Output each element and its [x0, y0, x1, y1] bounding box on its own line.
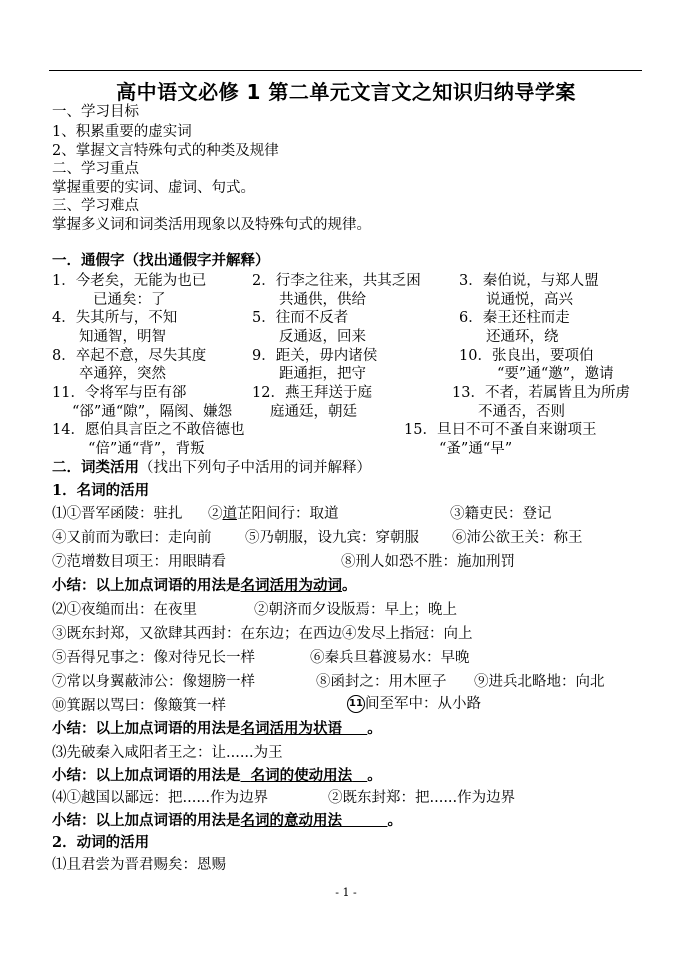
tongjia-answer: “要”通“邀”，邀请 — [497, 366, 614, 382]
example-item: ⑤吾得兄事之：像对待兄长一样 — [52, 650, 255, 666]
tongjia-answer: 反通返，回来 — [279, 329, 366, 345]
example-item: ③既东封郑，又欲肆其西封：在东边；在西边④发尽上指冠：向上 — [52, 626, 473, 642]
tongjia-item: 15．旦日不可不蚤自来谢项王 — [404, 422, 597, 438]
tongjia-answer: 庭通廷，朝廷 — [270, 404, 357, 420]
example-text: 间至军中：从小路 — [365, 696, 481, 712]
tongjia-item: 1．今老矣，无能为也已 — [52, 273, 207, 289]
verb-usage-heading: 2．动词的活用 — [52, 834, 150, 851]
example-item: ②既东封郑：把......作为边界 — [328, 790, 516, 806]
summary-prefix: 小结：以上加点词语的用法是 — [52, 812, 241, 829]
example-item: ⑴且君尝为晋君赐矣：恩赐 — [52, 857, 226, 873]
summary-prefix: 小结：以上加点词语的用法是 — [52, 767, 241, 784]
page-title: 高中语文必修 1 第二单元文言文之知识归纳导学案 — [116, 80, 576, 104]
example-item: ⑧函封之：用木匣子 — [316, 674, 447, 690]
tongjia-answer: 知通智，明智 — [79, 329, 166, 345]
objective-item: 2、掌握文言特殊句式的种类及规律 — [52, 143, 279, 159]
example-item: ⑦范增数目项王：用眼睛看 — [52, 554, 226, 570]
tongjia-answer: “蚤”通“早” — [439, 441, 513, 457]
tongjia-answer: 已通矣：了 — [93, 292, 166, 308]
summary-value-text: 名词的使动用法 — [250, 767, 353, 784]
tongjia-item: 10．张良出，要项伯 — [459, 348, 594, 364]
example-item: ⑷①越国以鄙远：把......作为边界 — [52, 790, 269, 806]
huoyong-heading-note: （找出下列句子中活用的词并解释） — [139, 460, 371, 476]
tongjia-answer: 卒通猝，突然 — [79, 366, 166, 382]
summary-prefix: 小结：以上加点词语的用法是 — [52, 720, 241, 737]
tongjia-item: 14．愿伯具言臣之不敢倍德也 — [52, 422, 245, 438]
noun-usage-heading: 1．名词的活用 — [52, 482, 150, 499]
example-item: ⑩箕踞以骂曰：像簸箕一样 — [52, 698, 226, 714]
example-text: 芷阳间行：取道 — [237, 506, 339, 522]
objective-item: 1、积累重要的虚实词 — [52, 124, 192, 140]
example-item: ⑥沛公欲王关：称王 — [452, 530, 583, 546]
example-item — [347, 692, 481, 713]
focus-body: 掌握重要的实词、虚词、句式。 — [52, 180, 255, 196]
section-difficulty-heading: 三、学习难点 — [52, 198, 139, 214]
tongjia-item: 5．往而不反者 — [252, 310, 349, 326]
underlined-word: 道 — [222, 506, 237, 522]
summary-value: 名词活用为动词 — [240, 577, 342, 594]
example-item: ④又前而为歌曰：走向前 — [52, 530, 212, 546]
example-item: ⑨进兵北略地：向北 — [474, 674, 605, 690]
example-item — [208, 502, 339, 523]
page-number: - 1 - — [335, 886, 357, 899]
section-objectives-heading: 一、学习目标 — [52, 104, 139, 120]
example-item: ⑵①夜缒而出：在夜里 — [52, 602, 197, 618]
tongjia-answer: 还通环，绕 — [486, 329, 559, 345]
tongjia-item: 2．行李之往来，共其乏困 — [252, 273, 421, 289]
summary-line — [52, 574, 357, 595]
example-item: ⑧刑人如恐不胜：施加刑罚 — [341, 554, 515, 570]
summary-suffix: 。 — [342, 577, 357, 594]
tongjia-answer: 距通拒，把守 — [279, 366, 366, 382]
tongjia-item: 12．燕王拜送于庭 — [252, 385, 372, 401]
tongjia-item: 9．距关，毋内诸侯 — [252, 348, 378, 364]
summary-line — [52, 764, 382, 785]
example-item: ⑴①晋军函陵：驻扎 — [52, 506, 183, 522]
summary-line — [52, 717, 382, 738]
summary-line — [52, 809, 402, 830]
summary-suffix: 。 — [367, 767, 382, 784]
tongjia-item: 4．失其所与，不知 — [52, 310, 178, 326]
tongjia-item: 11．令将军与臣有郤 — [52, 385, 187, 401]
summary-value — [241, 812, 388, 829]
example-item: ②朝济而夕设版焉：早上；晚上 — [254, 602, 457, 618]
example-item: ③籍吏民：登记 — [450, 506, 552, 522]
tongjia-answer: “倍”通“背”，背叛 — [88, 441, 205, 457]
example-item: ⑶先破秦入咸阳者王之：让......为王 — [52, 745, 283, 761]
summary-prefix: 小结：以上加点词语的用法是 — [52, 577, 241, 594]
tongjia-answer: 不通否，否则 — [478, 404, 565, 420]
huoyong-heading-title: 二．词类活用 — [52, 459, 139, 476]
example-number: ② — [208, 506, 223, 522]
summary-value — [241, 767, 368, 784]
tongjia-item: 3．秦伯说，与郑人盟 — [459, 273, 599, 289]
tongjia-item: 13．不者，若属皆且为所虏 — [452, 385, 630, 401]
header-rule — [49, 70, 642, 71]
summary-value-text: 名词的意动用法 — [240, 812, 342, 829]
example-item: ⑤乃朝服，设九宾：穿朝服 — [245, 530, 419, 546]
example-item: ⑥秦兵旦暮渡易水：早晚 — [310, 650, 470, 666]
example-item: ⑦常以身翼蔽沛公：像翅膀一样 — [52, 674, 255, 690]
tongjia-answer: 说通悦，高兴 — [486, 292, 573, 308]
tongjia-item: 8．卒起不意，尽失其度 — [52, 348, 207, 364]
summary-suffix: 。 — [387, 812, 402, 829]
difficulty-body: 掌握多义词和词类活用现象以及特殊句式的规律。 — [52, 217, 371, 233]
summary-suffix: 。 — [367, 720, 382, 737]
tongjia-answer: “郤”通“隙”，隔阂、嫌怨 — [72, 404, 233, 420]
tongjia-item: 6．秦王还柱而走 — [459, 310, 570, 326]
huoyong-heading — [52, 456, 371, 477]
section-focus-heading: 二、学习重点 — [52, 161, 139, 177]
tongjia-heading: 一．通假字（找出通假字并解释） — [52, 252, 270, 269]
summary-value: 名词活用为状语 — [240, 720, 342, 737]
circled-number-11: 11 — [347, 695, 365, 713]
summary-blank — [342, 720, 367, 737]
tongjia-answer: 共通供，供给 — [279, 292, 366, 308]
